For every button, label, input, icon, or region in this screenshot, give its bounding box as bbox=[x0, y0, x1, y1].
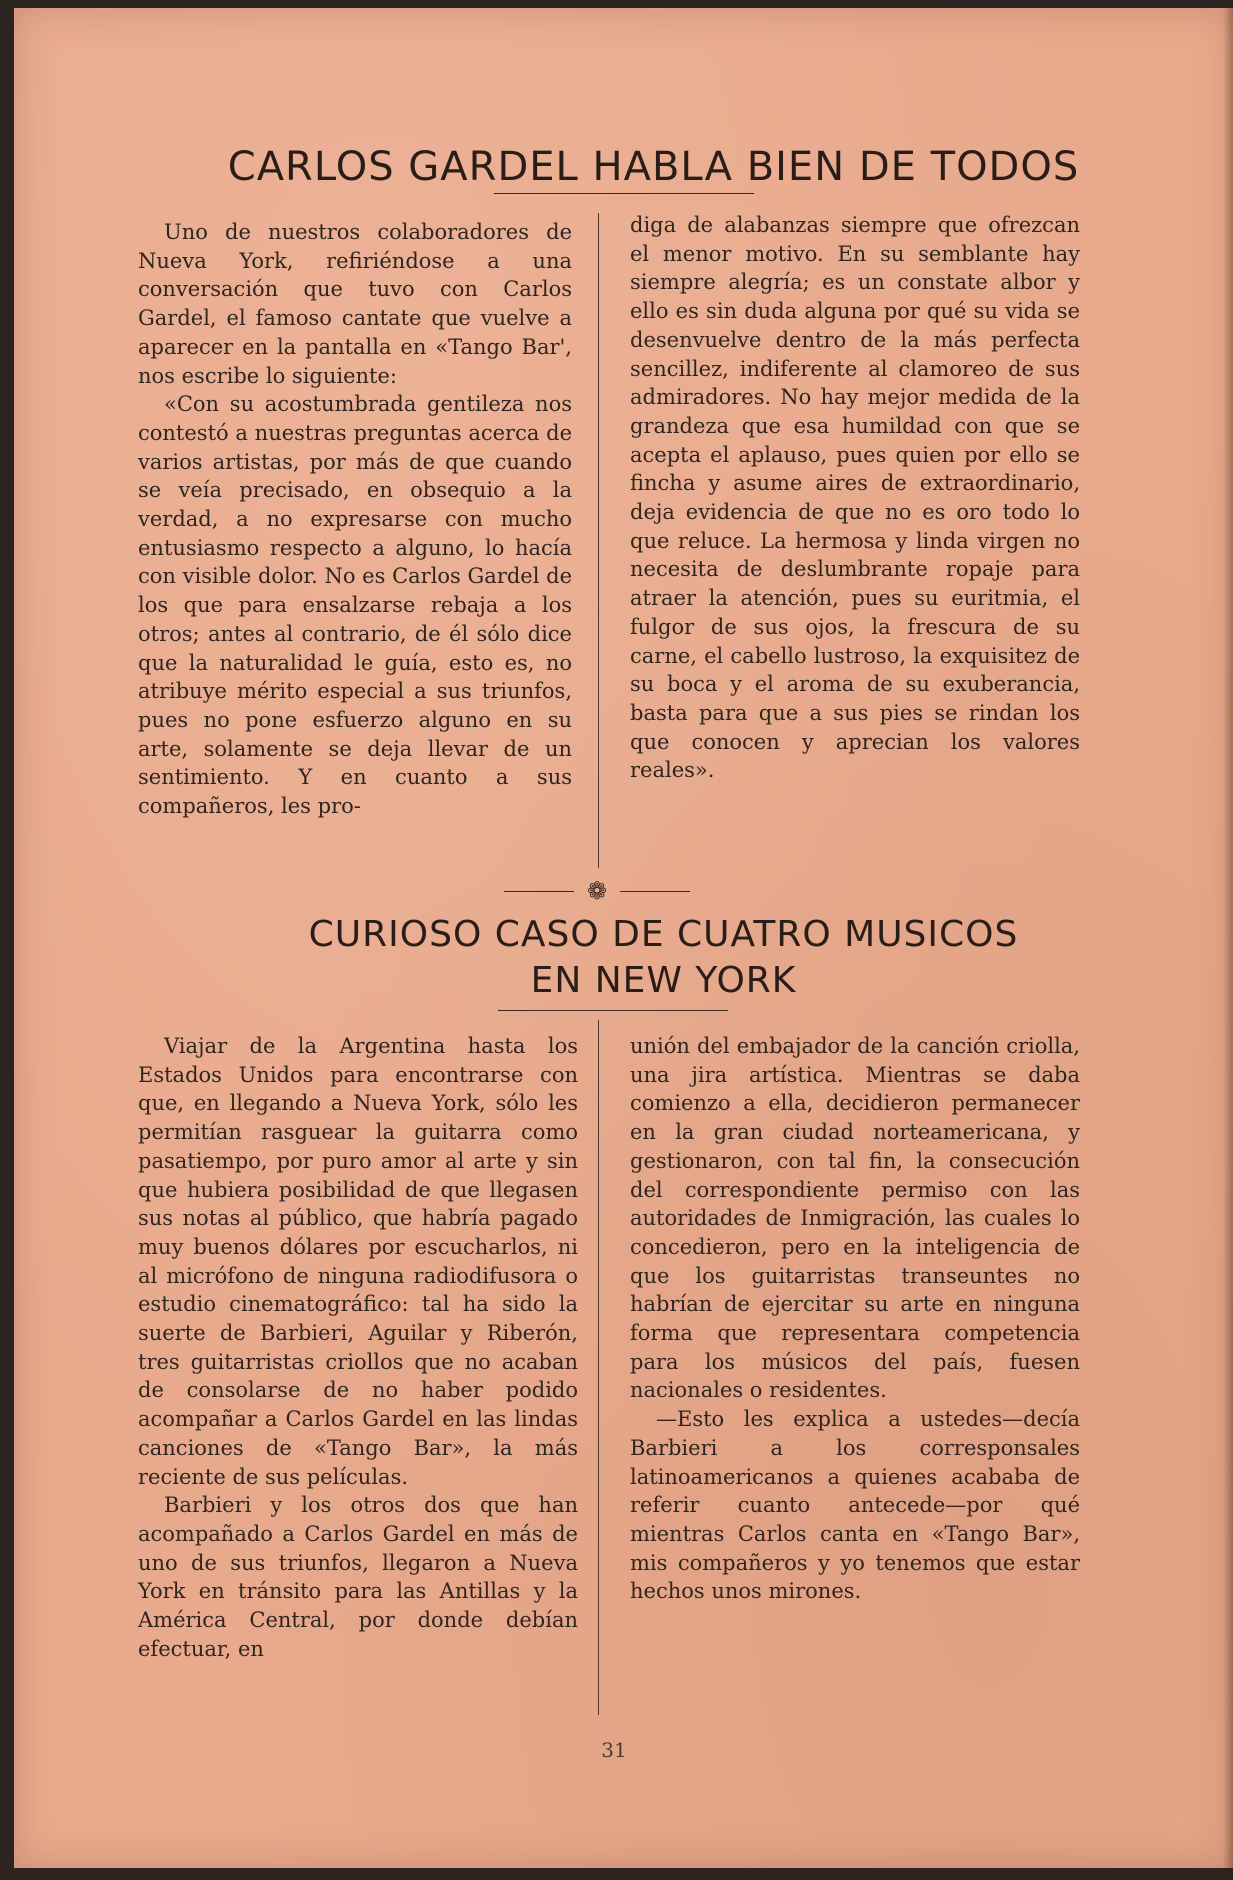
article-2-column-left bbox=[138, 1032, 578, 1663]
article-1-title: CARLOS GARDEL HABLA BIEN DE TODOS bbox=[227, 144, 1080, 190]
article-1-column-right bbox=[630, 211, 1080, 785]
article-2-column-right bbox=[630, 1032, 1080, 1606]
article-2-title-line-1: CURIOSO CASO DE CUATRO MUSICOS bbox=[308, 914, 1019, 955]
ornament-rule-left bbox=[504, 891, 574, 892]
ornament-rule-right bbox=[620, 891, 690, 892]
column-divider-2 bbox=[598, 1020, 599, 1715]
title-2-underline bbox=[498, 1010, 728, 1011]
magazine-page bbox=[14, 8, 1233, 1868]
page-number: 31 bbox=[601, 1738, 627, 1762]
column-divider-1 bbox=[598, 213, 599, 868]
article-2-paragraph: —Esto les explica a ustedes—decía Barbieri a los corresponsales latinoamericanos a quienes acababa de referir cuanto antecede—por qué mientras Carlos canta en «Tango Bar», mis compañeros y yo tenemos que estar hechos unos mirones. bbox=[630, 1407, 1080, 1604]
article-1-paragraph: diga de alabanzas siempre que ofrezcan el menor motivo. En su semblante hay siempre alegría; es un constate albor y ello es sin duda alguna por qué su vida se desenvuelve dentro de la más perfecta sencillez, indiferente al clamoreo de sus admiradores. No hay mejor medida de la grandeza que esa humildad con que se acepta el aplauso, pues quien por ello se fincha y asume aires de extraordinario, deja evidencia de que no es oro todo lo que reluce. La hermosa y linda virgen no necesita de deslumbrante ropaje para atraer la atención, pues su euritmia, el fulgor de sus ojos, la frescura de su carne, el cabello lustroso, la exquisitez de su boca y el aroma de su exuberancia, basta para que a sus pies se rindan los que conocen y aprecian los valores reales». bbox=[630, 213, 1080, 783]
article-2-paragraph: Barbieri y los otros dos que han acompañado a Carlos Gardel en más de uno de sus triunfos, llegaron a Nueva York en tránsito para las Antillas y la América Central, por donde debían efectuar, en bbox=[138, 1493, 578, 1661]
article-1-column-left bbox=[138, 218, 572, 821]
title-1-underline bbox=[494, 193, 754, 194]
flower-ornament-icon: ❁ bbox=[586, 877, 608, 905]
article-1-paragraph: Uno de nuestros colaboradores de Nueva York, refiriéndose a una conversación que tuvo con Carlos Gardel, el famoso cantate que vuelve a aparecer en la pantalla en «Tango Bar', nos escribe lo siguiente: bbox=[138, 220, 572, 388]
article-2-paragraph: Viajar de la Argentina hasta los Estados Unidos para encontrarse con que, en llegando a Nueva York, sólo les permitían rasguear la guitarra como pasatiempo, por puro amor al arte y sin que hubiera posibilidad de que llegasen sus notas al público, que habría pagado muy buenos dólares por escucharlos, ni al micrófono de ninguna radiodifusora o estudio cinematográfico: tal ha sido la suerte de Barbieri, Aguilar y Riberón, tres guitarristas criollos que no acaban de consolarse de no haber podido acompañar a Carlos Gardel en las lindas canciones de «Tango Bar», la más reciente de sus películas. bbox=[138, 1034, 578, 1489]
article-2-paragraph: unión del embajador de la canción criolla, una jira artística. Mientras se daba comienzo a ella, decidieron permanecer en la gran ciudad norteamericana, y gestionaron, con tal fin, la consecución del correspondiente permiso con las autoridades de Inmigración, las cuales lo concedieron, pero en la inteligencia de que los guitarristas transeuntes no habrían de ejercitar su arte en ninguna forma que representara competencia para los músicos del país, fuesen nacionales o residentes. bbox=[630, 1034, 1080, 1403]
article-2-title-line-2: EN NEW YORK bbox=[530, 960, 797, 1001]
article-2-title bbox=[14, 912, 1233, 1004]
article-1-paragraph: «Con su acostumbrada gentileza nos contestó a nuestras preguntas acerca de varios artistas, por más de que cuando se veía precisado, en obsequio a la verdad, a no expresarse con mucho entusiasmo respecto a alguno, lo hacía con visible dolor. No es Carlos Gardel de los que para ensalzarse rebaja a los otros; antes al contrario, de él sólo dice que la naturalidad le guía, esto es, no atribuye mérito especial a sus triunfos, pues no pone esfuerzo alguno en su arte, solamente se deja llevar de un sentimiento. Y en cuanto a sus compañeros, les pro- bbox=[138, 392, 572, 819]
